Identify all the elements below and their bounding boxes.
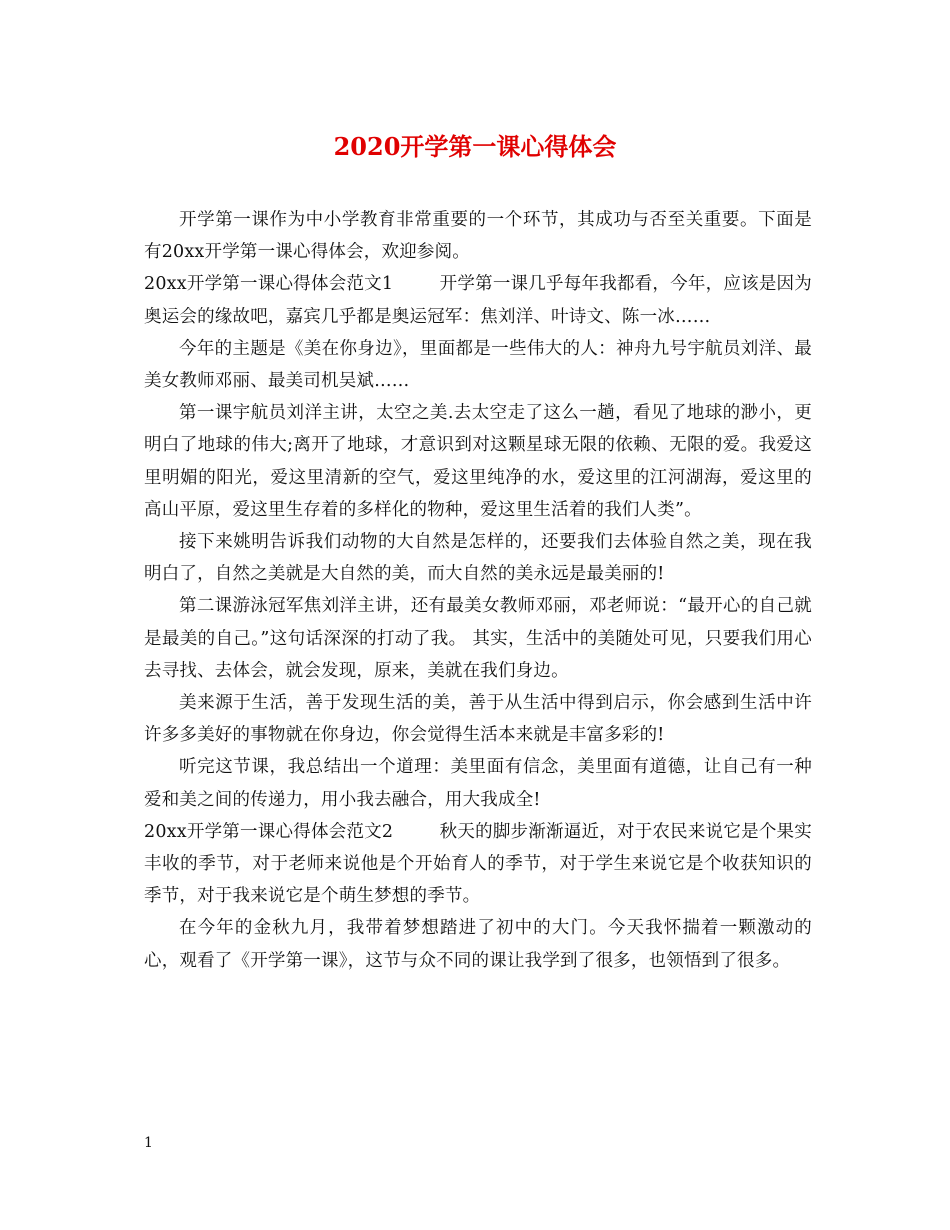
paragraph-text: 第二课游泳冠军焦刘洋主讲，还有最美女教师邓丽，邓老师说：“最开心的自己就是最美的自己。”这句话深深的打动了我。 其实，生活中的美随处可见，只要我们用心去寻找、去体会，就会发现，原来，美就在我们身边。 — [144, 596, 812, 681]
paragraph-text: 开学第一课几乎每年我都看，今年，应该是因为奥运会的缘故吧，嘉宾几乎都是奥运冠军：焦刘洋、叶诗文、陈一冰…… — [144, 274, 812, 327]
section-heading: 20xx开学第一课心得体会范文2 — [144, 821, 394, 842]
paragraph — [144, 397, 812, 526]
page-number: 1 — [144, 1135, 153, 1151]
paragraph-text: 第一课宇航员刘洋主讲，太空之美.去太空走了这么一趟，看见了地球的渺小，更明白了地球的伟大;离开了地球，才意识到对这颗星球无限的依赖、无限的爱。我爱这里明媚的阳光，爱这里清新的空气，爱这里纯净的水，爱这里的江河湖海，爱这里的高山平原，爱这里生存着的多样化的物种，爱这里生活着的我们人类”。 — [144, 403, 812, 520]
paragraph-text: 听完这节课，我总结出一个道理：美里面有信念，美里面有道德，让自己有一种爱和美之间的传递力，用小我去融合，用大我成全! — [144, 757, 812, 810]
section-heading: 20xx开学第一课心得体会范文1 — [144, 274, 394, 295]
paragraph — [144, 268, 812, 332]
paragraph-text: 在今年的金秋九月，我带着梦想踏进了初中的大门。今天我怀揣着一颗激动的心，观看了《开学第一课》，这节与众不同的课让我学到了很多，也领悟到了很多。 — [144, 918, 812, 971]
document-title: 2020开学第一课心得体会 — [333, 132, 617, 161]
paragraph-text: 开学第一课作为中小学教育非常重要的一个环节，其成功与否至关重要。下面是有20xx开学第一课心得体会，欢迎参阅。 — [144, 210, 812, 263]
paragraph — [144, 204, 812, 268]
paragraph — [144, 590, 812, 687]
paragraph — [144, 526, 812, 590]
paragraph — [144, 912, 812, 976]
paragraph — [144, 333, 812, 397]
paragraph-text: 秋天的脚步渐渐逼近，对于农民来说它是个果实丰收的季节，对于老师来说他是个开始育人的季节，对于学生来说它是个收获知识的季节，对于我来说它是个萌生梦想的季节。 — [144, 821, 812, 907]
document-body — [144, 204, 812, 977]
paragraph-text: 美来源于生活，善于发现生活的美，善于从生活中得到启示，你会感到生活中许许多多美好的事物就在你身边，你会觉得生活本来就是丰富多彩的! — [144, 693, 812, 746]
paragraph — [144, 687, 812, 751]
paragraph-text: 今年的主题是《美在你身边》，里面都是一些伟大的人：神舟九号宇航员刘洋、最美女教师邓丽、最美司机吴斌…… — [144, 338, 812, 392]
paragraph — [144, 816, 812, 913]
paragraph-text: 接下来姚明告诉我们动物的大自然是怎样的，还要我们去体验自然之美，现在我明白了，自然之美就是大自然的美，而大自然的美永远是最美丽的! — [144, 532, 812, 585]
paragraph — [144, 751, 812, 815]
